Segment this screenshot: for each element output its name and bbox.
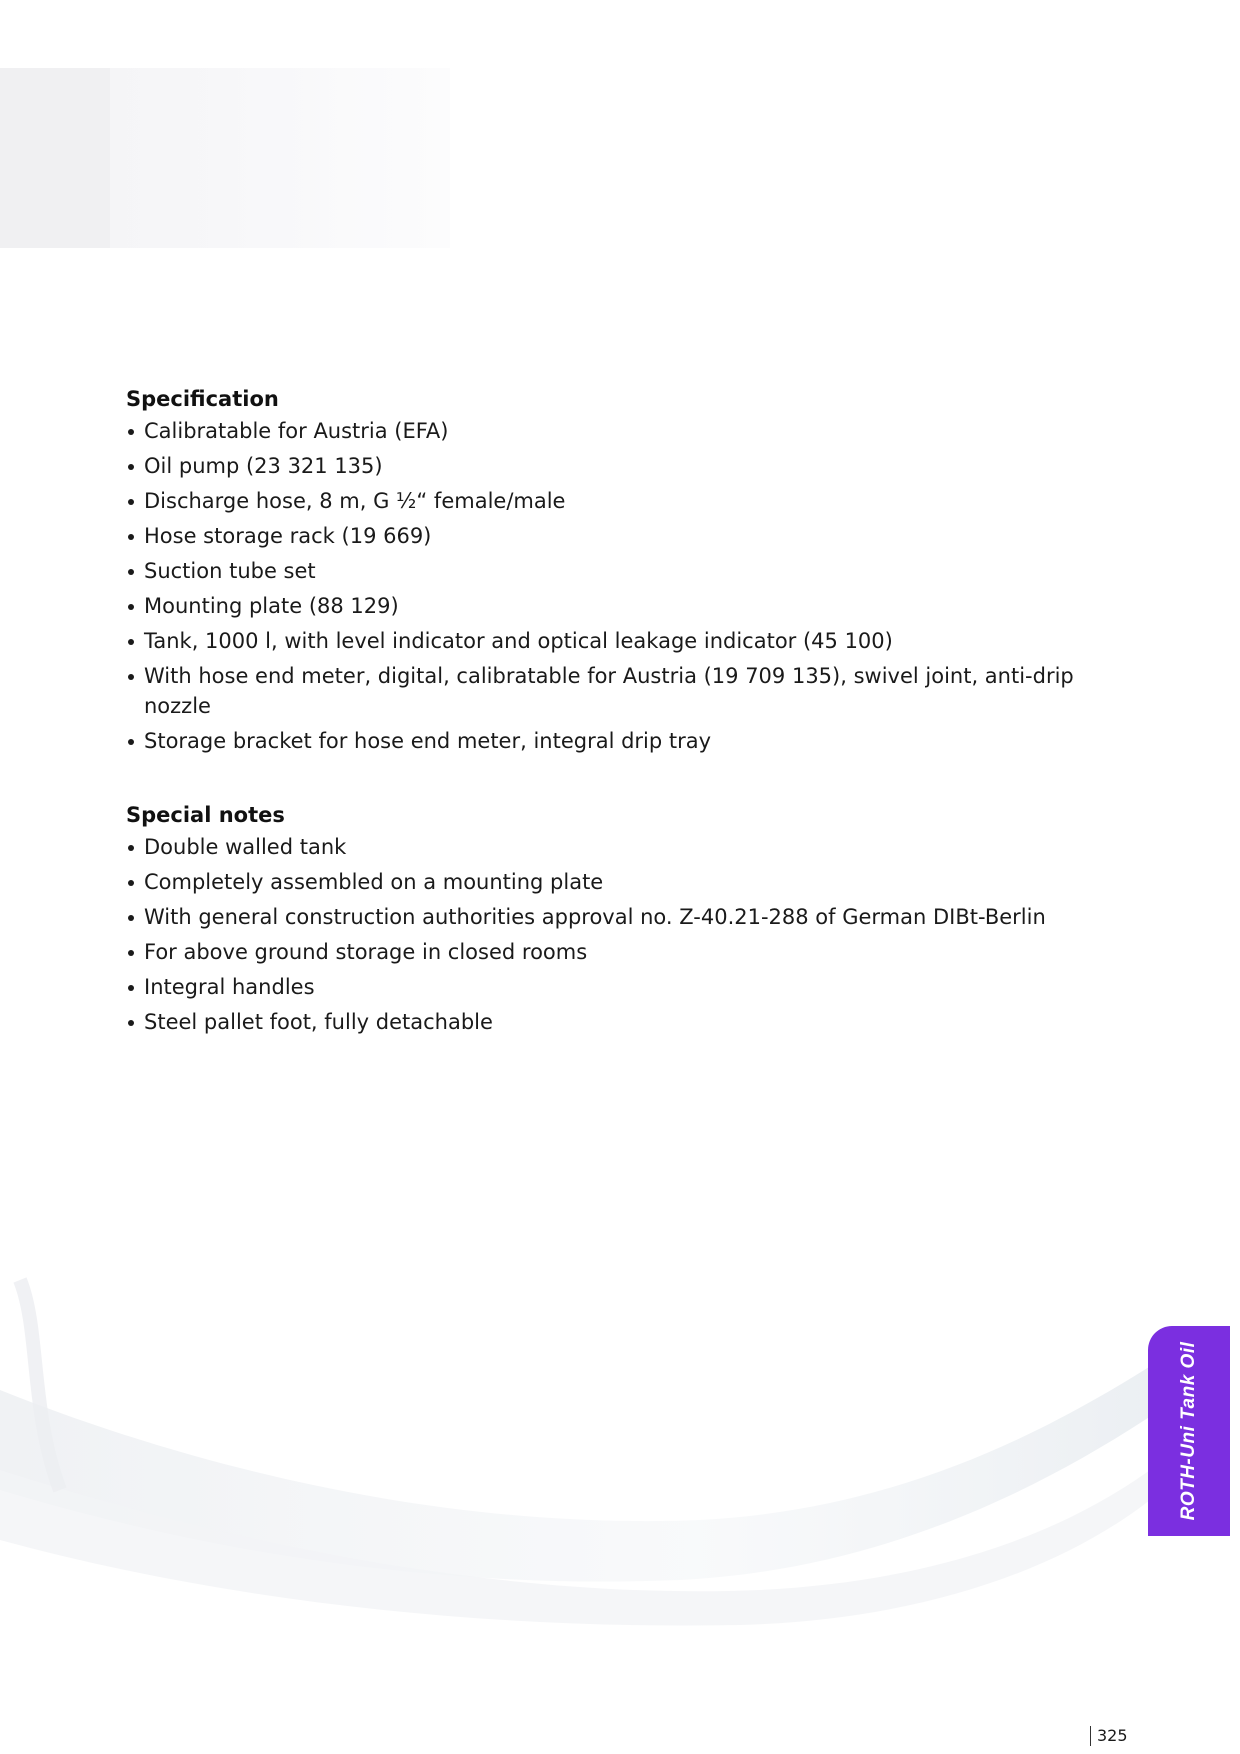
page-number: 325 (1097, 1726, 1128, 1745)
list-item: With general construction authorities approval no. Z-40.21-288 of German DIBt-Berlin (126, 902, 1086, 932)
specification-list (126, 416, 1086, 756)
list-item: With hose end meter, digital, calibratable for Austria (19 709 135), swivel joint, anti-drip nozzle (126, 661, 1086, 721)
list-item: Completely assembled on a mounting plate (126, 867, 1086, 897)
bullet-icon (128, 845, 134, 851)
side-tab-label: ROTH-Uni Tank Oil (1178, 1341, 1199, 1521)
product-side-tab (1148, 1326, 1230, 1536)
bullet-icon (128, 739, 134, 745)
list-item: Suction tube set (126, 556, 1086, 586)
specification-heading: Specification (126, 387, 279, 411)
list-item: Storage bracket for hose end meter, integral drip tray (126, 726, 1086, 756)
bullet-icon (128, 499, 134, 505)
list-item: Integral handles (126, 972, 1086, 1002)
document-content (126, 384, 1086, 1067)
bullet-icon (128, 880, 134, 886)
special-notes-heading: Special notes (126, 803, 285, 827)
bullet-icon (128, 464, 134, 470)
bullet-icon (128, 674, 134, 680)
bullet-icon (128, 985, 134, 991)
list-item: Double walled tank (126, 832, 1086, 862)
decorative-background-top-inner (0, 68, 110, 248)
specification-section (126, 384, 1086, 756)
page-footer (1090, 1726, 1128, 1746)
list-item: Calibratable for Austria (EFA) (126, 416, 1086, 446)
list-item: Oil pump (23 321 135) (126, 451, 1086, 481)
list-item: Steel pallet foot, fully detachable (126, 1007, 1086, 1037)
special-notes-section (126, 800, 1086, 1037)
special-notes-list (126, 832, 1086, 1037)
bullet-icon (128, 429, 134, 435)
bullet-icon (128, 950, 134, 956)
bullet-icon (128, 915, 134, 921)
bullet-icon (128, 534, 134, 540)
list-item: Hose storage rack (19 669) (126, 521, 1086, 551)
bullet-icon (128, 639, 134, 645)
list-item: Mounting plate (88 129) (126, 591, 1086, 621)
list-item: Discharge hose, 8 m, G ½“ female/male (126, 486, 1086, 516)
list-item: Tank, 1000 l, with level indicator and optical leakage indicator (45 100) (126, 626, 1086, 656)
water-splash-decoration (0, 1270, 1240, 1630)
page-number-divider (1090, 1726, 1091, 1746)
bullet-icon (128, 604, 134, 610)
bullet-icon (128, 569, 134, 575)
list-item: For above ground storage in closed rooms (126, 937, 1086, 967)
bullet-icon (128, 1020, 134, 1026)
